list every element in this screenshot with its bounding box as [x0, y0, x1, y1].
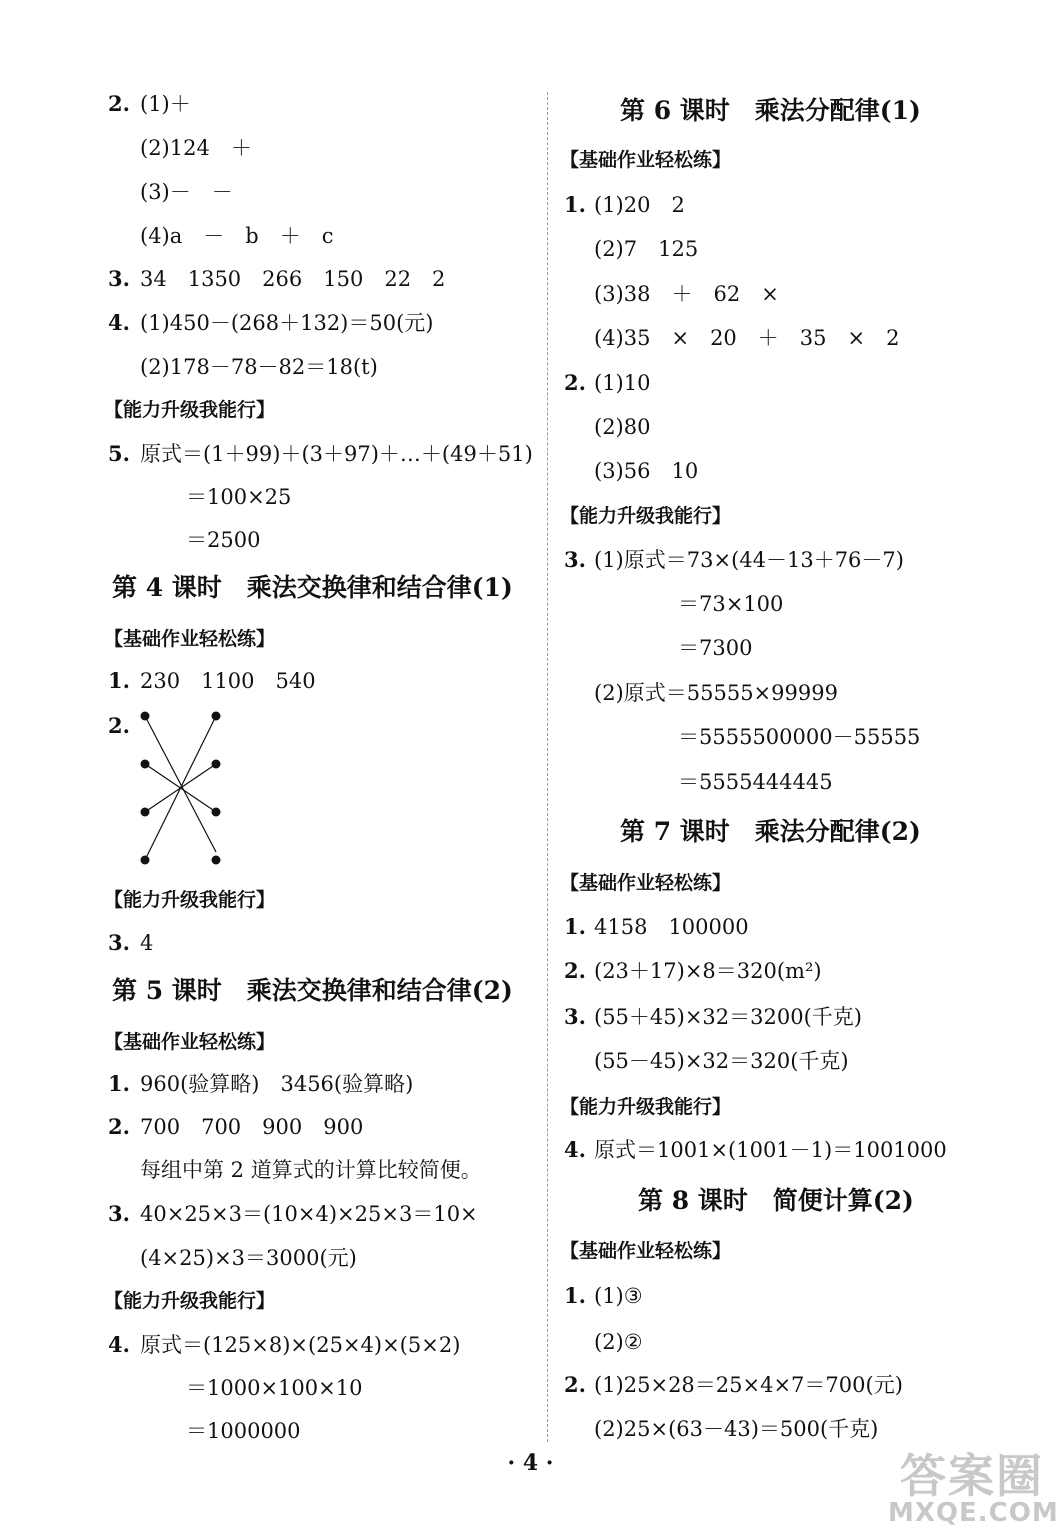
- section-ability-heading: 【能力升级我能行】: [560, 505, 732, 527]
- match-dot: [212, 760, 221, 769]
- q4-number: 4.: [108, 310, 130, 335]
- l7-q4-answer: 原式＝1001×(1001－1)＝1001000: [594, 1138, 947, 1162]
- l7-q2-number: 2.: [564, 958, 586, 983]
- l6-q3-line1: (1)原式＝73×(44－13＋76－7): [594, 548, 904, 572]
- l5-q1-number: 1.: [108, 1071, 130, 1096]
- match-dot: [212, 712, 221, 721]
- q5-line2: ＝100×25: [186, 485, 292, 509]
- l5-q1-answer: 960(验算略) 3456(验算略): [140, 1072, 414, 1096]
- l5-q4-line3: ＝1000000: [186, 1419, 301, 1443]
- lesson-5-title: 第 5 课时 乘法交换律和结合律(2): [112, 976, 513, 1005]
- lesson-4-title: 第 4 课时 乘法交换律和结合律(1): [112, 573, 513, 602]
- l5-q3-line1: 40×25×3＝(10×4)×25×3＝10×: [140, 1202, 478, 1226]
- q5-line1: 原式＝(1＋99)＋(3＋97)＋…＋(49＋51): [140, 442, 533, 466]
- l8-q2-line1: (1)25×28＝25×4×7＝700(元): [594, 1373, 903, 1397]
- watermark-logo: [880, 1440, 1059, 1532]
- l4-q3-number: 3.: [108, 930, 130, 955]
- match-dot: [212, 856, 221, 865]
- l6-q3-line5: ＝5555500000－55555: [678, 725, 921, 749]
- match-dot: [141, 712, 150, 721]
- section-ability-heading: 【能力升级我能行】: [104, 1290, 276, 1312]
- l6-q1-part4: (4)35 × 20 ＋ 35 × 2: [594, 326, 900, 350]
- section-basic-heading: 【基础作业轻松练】: [560, 149, 732, 171]
- l7-q2-answer: (23＋17)×8＝320(m²): [594, 959, 822, 983]
- l5-q2-number: 2.: [108, 1114, 130, 1139]
- q2-part2: (2)124 ＋: [140, 136, 252, 160]
- section-basic-heading: 【基础作业轻松练】: [104, 628, 276, 650]
- l6-q3-line3: ＝7300: [678, 636, 753, 660]
- section-ability-heading: 【能力升级我能行】: [104, 889, 276, 911]
- q5-line3: ＝2500: [186, 528, 261, 552]
- l6-q1-part2: (2)7 125: [594, 237, 699, 261]
- l7-q3-line2: (55－45)×32＝320(千克): [594, 1049, 849, 1073]
- lesson-8-title: 第 8 课时 简便计算(2): [638, 1186, 914, 1215]
- watermark-top-text: 答案圈: [900, 1449, 1044, 1503]
- l6-q3-line4: (2)原式＝55555×99999: [594, 681, 838, 705]
- l7-q3-number: 3.: [564, 1004, 586, 1029]
- q4-part2: (2)178－78－82＝18(t): [140, 355, 378, 379]
- section-basic-heading: 【基础作业轻松练】: [104, 1031, 276, 1053]
- q2-part3: (3)－ －: [140, 180, 233, 204]
- l8-q1-number: 1.: [564, 1283, 586, 1308]
- l8-q2-number: 2.: [564, 1372, 586, 1397]
- l5-q2-note: 每组中第 2 道算式的计算比较简便。: [140, 1158, 482, 1182]
- section-ability-heading: 【能力升级我能行】: [560, 1096, 732, 1118]
- match-dot: [141, 856, 150, 865]
- l7-q1-answer: 4158 100000: [594, 915, 749, 939]
- match-dot: [141, 808, 150, 817]
- l7-q1-number: 1.: [564, 914, 586, 939]
- l8-q2-line2: (2)25×(63－43)＝500(千克): [594, 1417, 879, 1441]
- l6-q2-number: 2.: [564, 370, 586, 395]
- l5-q4-line2: ＝1000×100×10: [186, 1376, 363, 1400]
- l7-q3-line1: (55＋45)×32＝3200(千克): [594, 1005, 862, 1029]
- l5-q4-line1: 原式＝(125×8)×(25×4)×(5×2): [140, 1333, 461, 1357]
- l6-q3-number: 3.: [564, 547, 586, 572]
- l6-q3-line6: ＝5555444445: [678, 770, 833, 794]
- q4-part1: (1)450－(268＋132)＝50(元): [140, 311, 434, 335]
- page-number: · 4 ·: [507, 1450, 554, 1476]
- lesson-7-title: 第 7 课时 乘法分配律(2): [620, 817, 921, 846]
- l6-q1-number: 1.: [564, 192, 586, 217]
- q5-number: 5.: [108, 441, 130, 466]
- section-basic-heading: 【基础作业轻松练】: [560, 872, 732, 894]
- l6-q2-part3: (3)56 10: [594, 459, 699, 483]
- l5-q3-number: 3.: [108, 1201, 130, 1226]
- l5-q2-answer: 700 700 900 900: [140, 1115, 364, 1139]
- l4-q3-answer: 4: [140, 931, 154, 955]
- l7-q4-number: 4.: [564, 1137, 586, 1162]
- l6-q3-line2: ＝73×100: [678, 592, 784, 616]
- q2-part4: (4)a － b ＋ c: [140, 224, 334, 248]
- l6-q2-part1: (1)10: [594, 371, 651, 395]
- section-ability-heading: 【能力升级我能行】: [104, 399, 276, 421]
- l8-q1-part2: (2)②: [594, 1330, 643, 1354]
- l5-q4-number: 4.: [108, 1332, 130, 1357]
- l6-q1-part1: (1)20 2: [594, 193, 685, 217]
- lesson-6-title: 第 6 课时 乘法分配律(1): [620, 96, 921, 125]
- l6-q1-part3: (3)38 ＋ 62 ×: [594, 282, 779, 306]
- l4-q1-number: 1.: [108, 668, 130, 693]
- l8-q1-part1: (1)③: [594, 1284, 643, 1308]
- matching-diagram: [136, 708, 228, 868]
- q2-number: 2.: [108, 91, 130, 116]
- q2-part1: (1)＋: [140, 92, 191, 116]
- l6-q2-part2: (2)80: [594, 415, 651, 439]
- watermark-bottom-text: MXQE.COM: [888, 1498, 1059, 1528]
- q3-answer: 34 1350 266 150 22 2: [140, 267, 446, 291]
- l5-q3-line2: (4×25)×3＝3000(元): [140, 1246, 357, 1270]
- match-dot: [212, 808, 221, 817]
- l4-q2-number: 2.: [108, 713, 130, 738]
- section-basic-heading: 【基础作业轻松练】: [560, 1240, 732, 1262]
- match-dot: [141, 760, 150, 769]
- l4-q1-answer: 230 1100 540: [140, 669, 316, 693]
- column-divider: [547, 92, 548, 1442]
- q3-number: 3.: [108, 266, 130, 291]
